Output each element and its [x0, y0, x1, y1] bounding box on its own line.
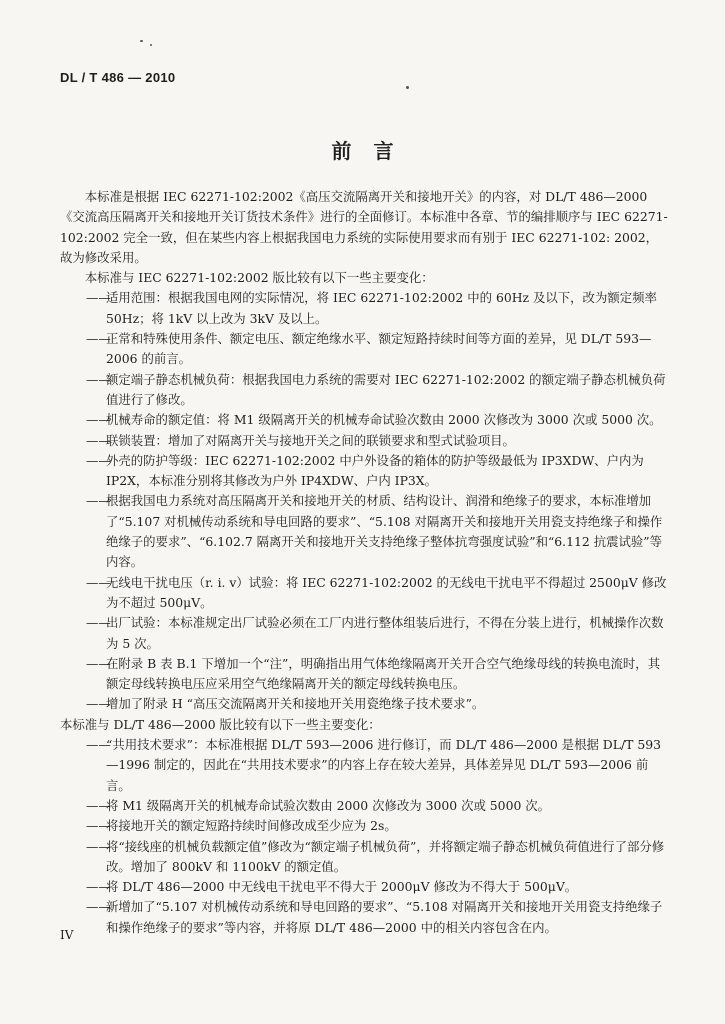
section-title: 前言: [331, 139, 416, 163]
dash-mark: ——: [86, 615, 111, 631]
dash-mark: ——: [86, 655, 111, 671]
changes-vs-2000-list: [60, 735, 670, 938]
list-item: ——将 M1 级隔离开关的机械寿命试验次数由 2000 次修改为 3000 次或 5000 次。: [60, 796, 670, 816]
dash-mark: ——: [86, 879, 111, 895]
foreword-body: [60, 187, 670, 938]
scan-speck: [150, 44, 152, 46]
changes-vs-iec-heading: 本标准与 IEC 62271-102:2002 版比较有以下一些主要变化：: [84, 270, 434, 286]
dash-mark: ——: [86, 737, 111, 753]
dash-mark: ——: [86, 493, 111, 509]
list-item: ——新增加了“5.107 对机械传动系统和导电回路的要求”、“5.108 对隔离开关和接地开关用瓷支持绝缘子和操作绝缘子的要求”等内容，并将原 DL/T 486—2000 中的相关内容包含在内。: [86, 899, 663, 935]
dash-mark: ——: [86, 574, 111, 590]
list-item: ——将接地开关的额定短路持续时间修改成至少应为 2s。: [60, 816, 670, 836]
list-item: ——无线电干扰电压（r. i. v）试验：将 IEC 62271-102:2002 的无线电干扰电平不得超过 2500μV 修改为不超过 500μV。: [86, 574, 667, 610]
changes-vs-iec-list: [60, 288, 670, 714]
list-item: ——根据我国电力系统对高压隔离开关和接地开关的材质、结构设计、润滑和绝缘子的要求，本标准增加了“5.107 对机械传动系统和导电回路的要求”、“5.108 对隔离开关和接地开关用瓷支持绝缘子和操作绝缘子的要求”、“6.102.7 隔离开关和接地开关支持绝缘子整体抗弯强度试验”和“6.112 抗震试验”等内容。: [86, 493, 663, 570]
list-item: ——将“接线座的机械负载额定值”修改为“额定端子机械负荷”，并将额定端子静态机械负荷值进行了部分修改。增加了 800kV 和 1100kV 的额定值。: [86, 838, 665, 874]
list-item: ——外壳的防护等级：IEC 62271-102:2002 中户外设备的箱体的防护等级最低为 IP3XDW、户内为 IP2X，本标准分别将其修改为户外 IP4XDW、户内 IP3X。: [86, 452, 644, 489]
list-item: ——出厂试验：本标准规定出厂试验必须在工厂内进行整体组装后进行，不得在分装上进行，机械操作次数为 5 次。: [86, 615, 664, 651]
dash-mark: ——: [86, 899, 111, 915]
list-item: ——将 DL/T 486—2000 中无线电干扰电平不得大于 2000μV 修改为不得大于 500μV。: [60, 877, 670, 897]
dash-mark: ——: [86, 432, 111, 448]
changes-vs-2000-heading: 本标准与 DL/T 486—2000 版比较有以下一些主要变化：: [60, 716, 381, 732]
list-item: ——机械寿命的额定值：将 M1 级隔离开关的机械寿命试验次数由 2000 次修改为 3000 次或 5000 次。: [60, 410, 670, 430]
page-number: IV: [60, 928, 74, 942]
intro-paragraph: 本标准是根据 IEC 62271-102:2002《高压交流隔离开关和接地开关》的内容，对 DL/T 486—2000《交流高压隔离开关和接地开关订货技术条件》进行的全面修订。本标准中各章、节的编排顺序与 IEC 62271-102:2002 完全一致，但在某些内容上根据我国电力系统的实际使用要求而有别于 IEC 62271-102: 2002，故为修改采用。: [60, 189, 668, 265]
dash-mark: ——: [86, 696, 111, 712]
dash-mark: ——: [86, 797, 111, 813]
list-item: ——增加了附录 H “高压交流隔离开关和接地开关用瓷绝缘子技术要求”。: [60, 694, 670, 714]
list-item: ——联锁装置：增加了对隔离开关与接地开关之间的联锁要求和型式试验项目。: [60, 431, 670, 451]
document-code-header: DL / T 486 — 2010: [60, 70, 176, 85]
dash-mark: ——: [86, 818, 111, 834]
list-item: ——在附录 B 表 B.1 下增加一个“注”，明确指出用气体绝缘隔离开关开合空气绝缘母线的转换电流时，其额定母线转换电压应采用空气绝缘隔离开关的额定母线转换电压。: [86, 655, 661, 692]
list-item: ——正常和特殊使用条件、额定电压、额定绝缘水平、额定短路持续时间等方面的差异，见 DL/T 593—2006 的前言。: [86, 331, 652, 367]
dash-mark: ——: [86, 412, 111, 428]
dash-mark: ——: [86, 331, 111, 347]
dash-mark: ——: [86, 371, 111, 387]
list-item: ——额定端子静态机械负荷：根据我国电力系统的需要对 IEC 62271-102:2002 的额定端子静态机械负荷值进行了修改。: [86, 371, 666, 407]
list-item: ——适用范围：根据我国电网的实际情况，将 IEC 62271-102:2002 中的 60Hz 及以下，改为额定频率 50Hz；将 1kV 以上改为 3kV 及以上。: [86, 290, 657, 326]
dash-mark: ——: [86, 838, 111, 854]
dash-mark: ——: [86, 290, 111, 306]
list-item: ——“共用技术要求”：本标准根据 DL/T 593—2006 进行修订，而 DL/T 486—2000 是根据 DL/T 593—1996 制定的，因此在“共用技术要求”的内容上存在较大差异，具体差异见 DL/T 593—2006 前言。: [86, 737, 661, 793]
scan-speck: [406, 86, 409, 89]
scan-speck: [140, 40, 143, 42]
dash-mark: ——: [86, 452, 111, 468]
